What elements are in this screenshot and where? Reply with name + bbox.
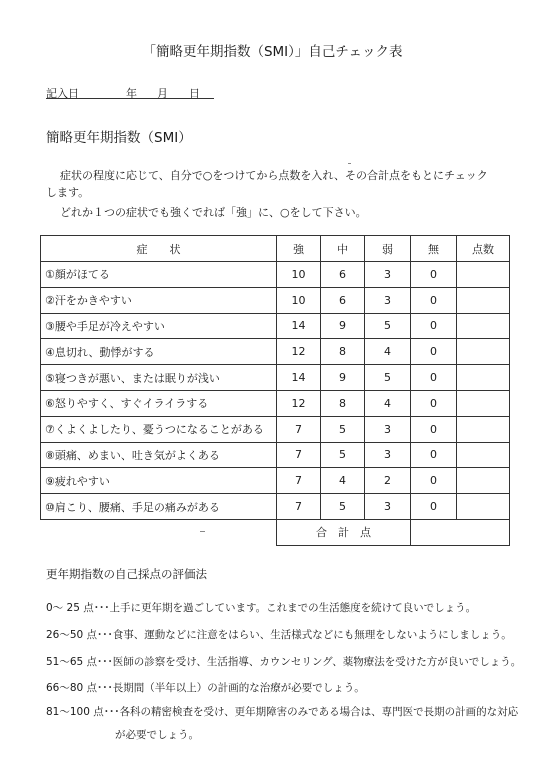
weak-option[interactable]: 3 (365, 494, 411, 520)
instruction-line-3: どれか１つの症状でも強くでれば「強」に、○をして下さい。 (60, 206, 367, 219)
table-row (41, 262, 510, 288)
weak-option[interactable]: 3 (365, 442, 411, 468)
strong-option[interactable]: 7 (277, 494, 321, 520)
entry-month-label: 月 (157, 87, 168, 100)
score-cell[interactable] (457, 365, 510, 391)
weak-option[interactable]: 2 (365, 468, 411, 494)
evaluation-item: 0～ 25 点･･･上手に更年期を過ごしています。これまでの生活態度を続けて良いでしょう。 (46, 602, 477, 614)
strong-option[interactable]: 12 (277, 390, 321, 416)
none-option[interactable]: 0 (411, 287, 457, 313)
weak-option[interactable]: 4 (365, 390, 411, 416)
strong-option[interactable]: 10 (277, 262, 321, 288)
medium-option[interactable]: 5 (321, 442, 365, 468)
score-cell[interactable] (457, 339, 510, 365)
weak-option[interactable]: 3 (365, 262, 411, 288)
strong-option[interactable]: 14 (277, 365, 321, 391)
symptom-cell: ⑧頭痛、めまい、吐き気がよくある (41, 442, 277, 468)
strong-option[interactable]: 14 (277, 313, 321, 339)
instruction-line-2: します。 (46, 186, 90, 199)
entry-day-label: 日 (189, 87, 200, 100)
none-option[interactable]: 0 (411, 416, 457, 442)
evaluation-item: 51～65 点･･･医師の診察を受け、生活指導、カウンセリング、薬物療法を受けた方が良いでしょう。 (46, 656, 522, 668)
weak-option[interactable]: 4 (365, 339, 411, 365)
symptom-cell: ②汗をかきやすい (41, 287, 277, 313)
table-row (41, 365, 510, 391)
evaluation-item-continuation: が必要でしょう。 (115, 729, 199, 741)
symptom-cell: ⑥怒りやすく、すぐイライラする (41, 390, 277, 416)
none-option[interactable]: 0 (411, 339, 457, 365)
total-label: 合 計 点 (277, 519, 411, 545)
table-row (41, 339, 510, 365)
symptom-cell: ⑤寝つきが悪い、または眠りが浅い (41, 365, 277, 391)
strong-option[interactable]: 7 (277, 416, 321, 442)
symptom-cell: ⑦くよくよしたり、憂うつになることがある (41, 416, 277, 442)
table-row (41, 287, 510, 313)
none-option[interactable]: 0 (411, 262, 457, 288)
score-cell[interactable] (457, 494, 510, 520)
scan-speck (200, 531, 205, 532)
evaluation-item: 26～50 点･･･食事、運動などに注意をはらい、生活様式などにも無理をしないようにしましょう。 (46, 629, 512, 641)
symptom-cell: ⑨疲れやすい (41, 468, 277, 494)
medium-option[interactable]: 5 (321, 416, 365, 442)
weak-option[interactable]: 3 (365, 287, 411, 313)
table-row (41, 468, 510, 494)
header-strong: 強 (277, 236, 321, 262)
score-cell[interactable] (457, 416, 510, 442)
header-symptom: 症 状 (41, 236, 277, 262)
total-score-cell[interactable] (411, 519, 510, 545)
score-cell[interactable] (457, 390, 510, 416)
table-row (41, 416, 510, 442)
none-option[interactable]: 0 (411, 468, 457, 494)
strong-option[interactable]: 10 (277, 287, 321, 313)
none-option[interactable]: 0 (411, 365, 457, 391)
entry-date-label: 記入日 (46, 87, 79, 100)
score-cell[interactable] (457, 262, 510, 288)
entry-date-underline (46, 98, 214, 99)
smi-table (40, 235, 510, 546)
total-row (41, 519, 510, 545)
evaluation-item: 66～80 点･･･長期間（半年以上）の計画的な治療が必要でしょう。 (46, 682, 365, 694)
score-cell[interactable] (457, 442, 510, 468)
medium-option[interactable]: 6 (321, 262, 365, 288)
total-spacer (41, 519, 277, 545)
table-row (41, 313, 510, 339)
section-title: 簡略更年期指数（SMI） (46, 130, 192, 146)
instruction-line-1: 症状の程度に応じて、自分で○をつけてから点数を入れ、その合計点をもとにチェック (60, 169, 488, 182)
weak-option[interactable]: 5 (365, 313, 411, 339)
header-score: 点数 (457, 236, 510, 262)
strong-option[interactable]: 7 (277, 442, 321, 468)
table-row (41, 390, 510, 416)
medium-option[interactable]: 6 (321, 287, 365, 313)
none-option[interactable]: 0 (411, 390, 457, 416)
medium-option[interactable]: 9 (321, 365, 365, 391)
header-medium: 中 (321, 236, 365, 262)
medium-option[interactable]: 9 (321, 313, 365, 339)
weak-option[interactable]: 5 (365, 365, 411, 391)
entry-year-label: 年 (126, 87, 137, 100)
score-cell[interactable] (457, 313, 510, 339)
table-row (41, 442, 510, 468)
strong-option[interactable]: 7 (277, 468, 321, 494)
strong-option[interactable]: 12 (277, 339, 321, 365)
header-none: 無 (411, 236, 457, 262)
evaluation-title: 更年期指数の自己採点の評価法 (46, 567, 207, 581)
none-option[interactable]: 0 (411, 442, 457, 468)
symptom-cell: ①顔がほてる (41, 262, 277, 288)
symptom-cell: ⑩肩こり、腰痛、手足の痛みがある (41, 494, 277, 520)
score-cell[interactable] (457, 287, 510, 313)
scan-speck (348, 163, 351, 164)
score-cell[interactable] (457, 468, 510, 494)
table-row (41, 494, 510, 520)
medium-option[interactable]: 4 (321, 468, 365, 494)
page-title: 「簡略更年期指数（SMI）」自己チェック表 (142, 44, 403, 60)
weak-option[interactable]: 3 (365, 416, 411, 442)
evaluation-item: 81～100 点･･･各科の精密検査を受け、更年期障害のみである場合は、専門医で長期の計画的な対応 (46, 706, 519, 718)
header-weak: 弱 (365, 236, 411, 262)
symptom-cell: ③腰や手足が冷えやすい (41, 313, 277, 339)
table-header-row (41, 236, 510, 262)
medium-option[interactable]: 5 (321, 494, 365, 520)
medium-option[interactable]: 8 (321, 390, 365, 416)
none-option[interactable]: 0 (411, 494, 457, 520)
symptom-cell: ④息切れ、動悸がする (41, 339, 277, 365)
none-option[interactable]: 0 (411, 313, 457, 339)
medium-option[interactable]: 8 (321, 339, 365, 365)
